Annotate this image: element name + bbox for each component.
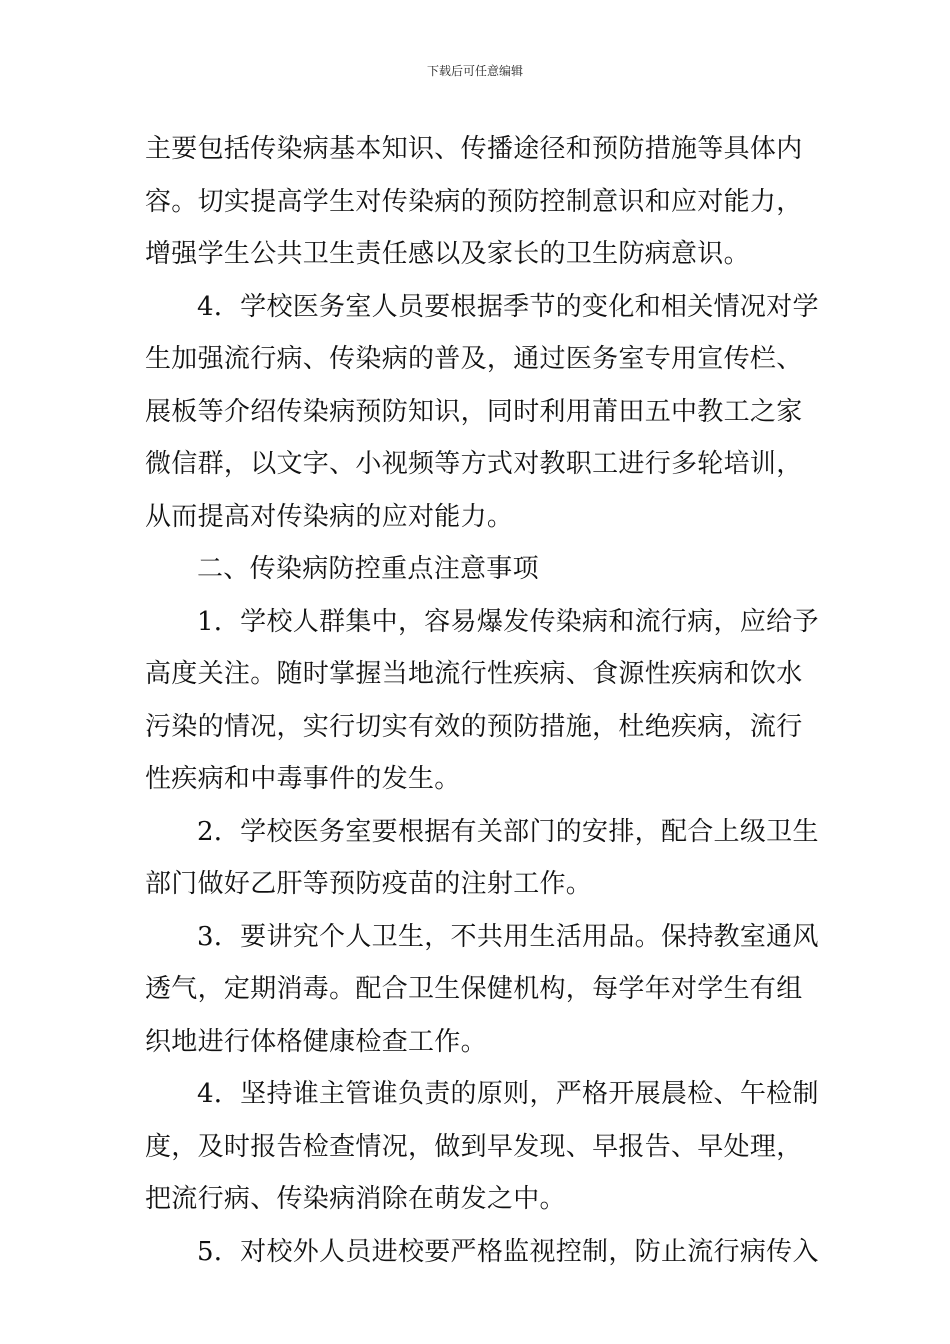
text-line: 性疾病和中毒事件的发生。 [145, 764, 461, 794]
text-line: 3．要讲究个人卫生，不共用生活用品。保持教室通风 [197, 921, 819, 952]
text-line: 5．对校外人员进校要严格监视控制，防止流行病传入 [197, 1236, 819, 1267]
section-heading: 二、传染病防控重点注意事项 [197, 554, 539, 584]
text-line: 容。切实提高学生对传染病的预防控制意识和应对能力， [145, 186, 803, 217]
text-line: 高度关注。随时掌握当地流行性疾病、食源性疾病和饮水 [145, 659, 803, 689]
text-line: 把流行病、传染病消除在萌发之中。 [145, 1184, 566, 1214]
text-line: 1．学校人群集中，容易爆发传染病和流行病，应给予 [197, 606, 819, 637]
text-line: 展板等介绍传染病预防知识，同时利用莆田五中教工之家 [145, 396, 803, 427]
document-body [145, 123, 819, 1278]
text-line: 从而提高对传染病的应对能力。 [145, 501, 514, 532]
text-line: 生加强流行病、传染病的普及，通过医务室专用宣传栏、 [145, 344, 803, 374]
text-line: 4．学校医务室人员要根据季节的变化和相关情况对学 [197, 291, 819, 322]
text-line: 透气，定期消毒。配合卫生保健机构，每学年对学生有组 [145, 974, 803, 1004]
text-line: 主要包括传染病基本知识、传播途径和预防措施等具体内 [145, 134, 803, 164]
text-line: 度，及时报告检查情况，做到早发现、早报告、早处理， [145, 1131, 803, 1162]
text-line: 织地进行体格健康检查工作。 [145, 1026, 487, 1057]
text-line: 2．学校医务室要根据有关部门的安排，配合上级卫生 [197, 816, 819, 847]
text-line: 部门做好乙肝等预防疫苗的注射工作。 [145, 869, 593, 899]
text-line: 增强学生公共卫生责任感以及家长的卫生防病意识。 [145, 239, 750, 269]
text-line: 污染的情况，实行切实有效的预防措施，杜绝疾病，流行 [145, 711, 803, 742]
page-header-note: 下载后可任意编辑 [426, 64, 523, 78]
text-line: 4．坚持谁主管谁负责的原则，严格开展晨检、午检制 [197, 1079, 819, 1109]
text-line: 微信群，以文字、小视频等方式对教职工进行多轮培训， [145, 449, 803, 479]
